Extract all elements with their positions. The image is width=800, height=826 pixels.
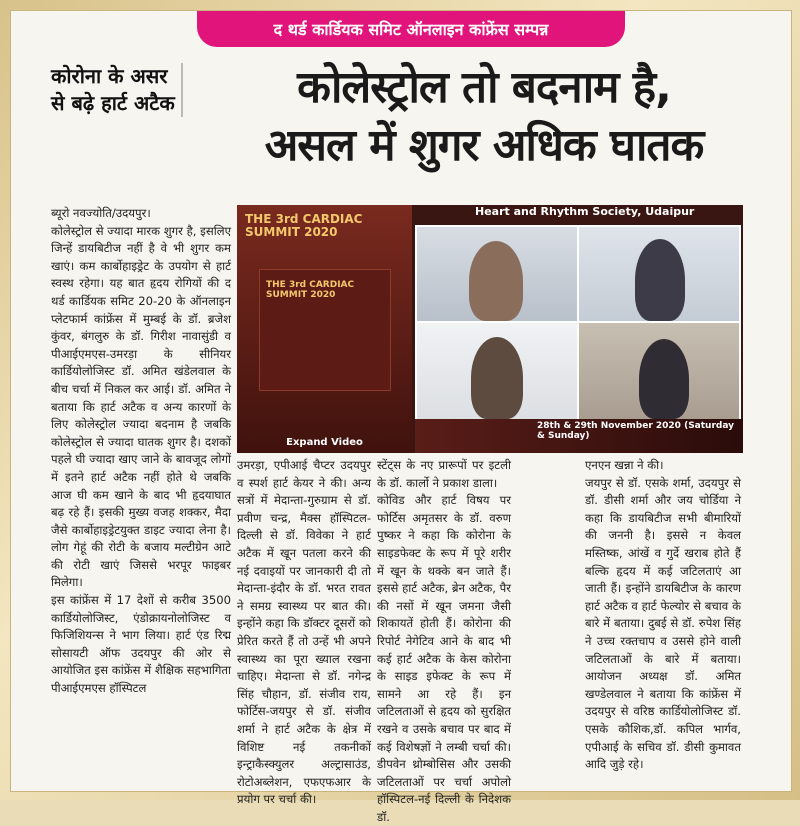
main-headline [189, 59, 779, 175]
video-tile [577, 225, 741, 323]
summit-slide [237, 205, 412, 453]
article-column-4: एनएन खन्ना ने की। जयपुर से डॉ. एसके शर्मा, उदयपुर से डॉ. डीसी शर्मा और जय चोर्डिया ने कहा कि डायबिटीज सभी बीमारियों की जननी है। इससे न केवल मस्तिष्क, आंखें व गुर्दे खराब होते हैं बल्कि हृदय में कई जटिलताएं आ जाती हैं। इन्होंने डायबिटीज के कारण हार्ट अटैक व हार्ट फेल्योर से बचाव के बारे में बताया। दुबई से डॉ. रुपेश सिंह ने उच्च रक्तचाप व उससे होने वाली जटिलताओं के बारे में बताया। आयोजन अध्यक्ष डॉ. अमित खण्डेलवाल ने बताया कि कांफ्रेंस में उदयपुर से वरिष्ठ कार्डियोलोजिस्ट डॉ. एसके कौशिक,डॉ. कपिल भार्गव, एपीआई के सचिव डॉ. डीसी कुमावत आदि जुड़े रहे। [585, 458, 741, 772]
headline-line-1: कोलेस्ट्रोल तो बदनाम है, [297, 62, 671, 113]
speaker-avatar [639, 339, 689, 419]
video-tile [415, 321, 579, 421]
organizer-label: Heart and Rhythm Society, Udaipur [475, 205, 695, 218]
article-column-3: स्टेंट्स के नए प्रारूपों पर इटली के डॉ. कार्लो ने प्रकाश डाला। कोविड और हार्ट विषय पर फोर्टिस अमृतसर के डॉ. वरुण पुष्कर ने कहा कि कोरोना के साइडफेक्ट के रूप में पूरे शरीर में खून के थक्के बन जाते हैं। इससे हार्ट अटैक, ब्रेन अटैक, पैर की नसों में खून जमना जैसी शिकायतें होती हैं। कोरोना की रिपोर्ट नेगेटिव आने के बाद भी कई हार्ट अटैक के केस कोरोना के साइड इफेक्ट के रूप में सामने आ रहे हैं। इन जटिलताओं से हृदय को सुरक्षित रखने व उसके बचाव पर बाद में कई विशेषज्ञों ने लम्बी चर्चा की। डीपवेन थ्रोम्बोसिस और उसकी जटिलताओं पर चर्चा अपोलो हॉस्पिटल-नई दिल्ली के निदेशक डॉ. [377, 458, 511, 824]
speaker-avatar [635, 239, 685, 321]
video-tile [577, 321, 741, 421]
headline-line-2: असल में शुगर अधिक घातक [264, 120, 704, 171]
newspaper-clipping [10, 10, 792, 824]
slide-thumbnail-title: THE 3rd CARDIAC SUMMIT 2020 [266, 280, 355, 300]
article-column-2: उमरड़ा, एपीआई चैप्टर उदयपुर व स्पर्श हार्ट केयर ने की। अन्य सत्रों में मेदान्ता-गुरुग्राम से डॉ. प्रवीण चन्द्र, मैक्स हॉस्पिटल-दिल्ली से डॉ. विवेका ने हार्ट अटैक में खून पतला करने की नई दवाइयों पर जानकारी दी तो मेदान्ता-इंदौर के डॉ. भरत रावत ने समग्र स्वास्थ्य पर बात की। इन्होंने कहा कि डॉक्टर दूसरों को प्रेरित करते हैं तो उन्हें भी अपने स्वास्थ्य का पूरा ख्याल रखना चाहिए। मेदान्ता से डॉ. नगेन्द्र सिंह चौहान, डॉ. संजीव राय, फोर्टिस-जयपुर से डॉ. संजीव शर्मा ने हार्ट अटैक के क्षेत्र में विशिष्ट नई तकनीकों इन्ट्राकैस्क्युलर अल्ट्रासाउंड, रोटोअब्लेशन, एफएफआर के प्रयोग पर चर्चा की। [237, 458, 371, 807]
slide-thumbnail [259, 269, 391, 391]
side-headline: कोरोना के असर से बढ़े हार्ट अटैक [51, 63, 183, 117]
speaker-avatar [471, 337, 523, 419]
expand-video-label: Expand Video [286, 437, 363, 448]
video-tile [415, 225, 579, 323]
speaker-avatar [469, 241, 523, 321]
conference-photo [237, 205, 743, 453]
article-column-1: ब्यूरो नवज्योति/उदयपुर। कोलेस्ट्रोल से ज्यादा मारक शुगर है, इसलिए जिन्हें डायबिटीज नहीं है वे भी शुगर कम खाएं। कम कार्बोहाइड्रेट के उपयोग से हार्ट स्वस्थ रहेगा। यह बात हृदय रोगियों की द थर्ड कार्डियक समिट 20-20 के ऑनलाइन प्लेटफार्म कांफ्रेंस में मुम्बई के डॉ. ब्रजेश कुंवर, बंगलुरु के डॉ. गिरीश नावासुंडी व पीआईएमएस-उमरड़ा के सीनियर कार्डियोलोजिस्ट डॉ. अमित खंडेलवाल के बीच चर्चा में निकल कर आई। डॉ. अमित ने बताया कि हार्ट अटैक व अन्य कारणों के लिए कोलेस्ट्रोल ज्यादा बदनाम है जबकि कोलेस्ट्रोल से ज्यादा घातक शुगर है। दशकों पहले घी ज्यादा खाए जाने के बावजूद लोगों में इतने हार्ट अटैक नहीं होते थे जबकि आज घी कम खाने के बाद भी हृदयाघात बढ़ रहे हैं। इसकी मुख्य वजह शक्कर, मैदा जैसे कार्बोहाइड्रेटयुक्त डाइट ज्यादा लेना है। लोग गेहूं की रोटी के बजाय मल्टीग्रेन आटे की रोटी खाएं जिससे भरपूर फाइबर मिलेगा। इस कांफ्रेंस में 17 देशों से करीब 3500 कार्डियोलोजिस्ट, एंडोक्रायनोलोजिस्ट व फिजिशियन्स ने भाग लिया। हार्ट एंड रिद्म सोसायटी ऑफ उदयपुर की ओर से आयोजित इस कांफ्रेंस में शैक्षिक सहभागिता पीआईएमएस हॉस्पिटल [51, 206, 231, 696]
top-banner: द थर्ड कार्डियक समिट ऑनलाइन कांफ्रेंस सम्पन्न [197, 11, 625, 47]
conference-dates: 28th & 29th November 2020 (Saturday & Sunday) [537, 421, 735, 441]
video-grid [415, 225, 737, 419]
summit-logo: THE 3rd CARDIAC SUMMIT 2020 [245, 212, 363, 239]
